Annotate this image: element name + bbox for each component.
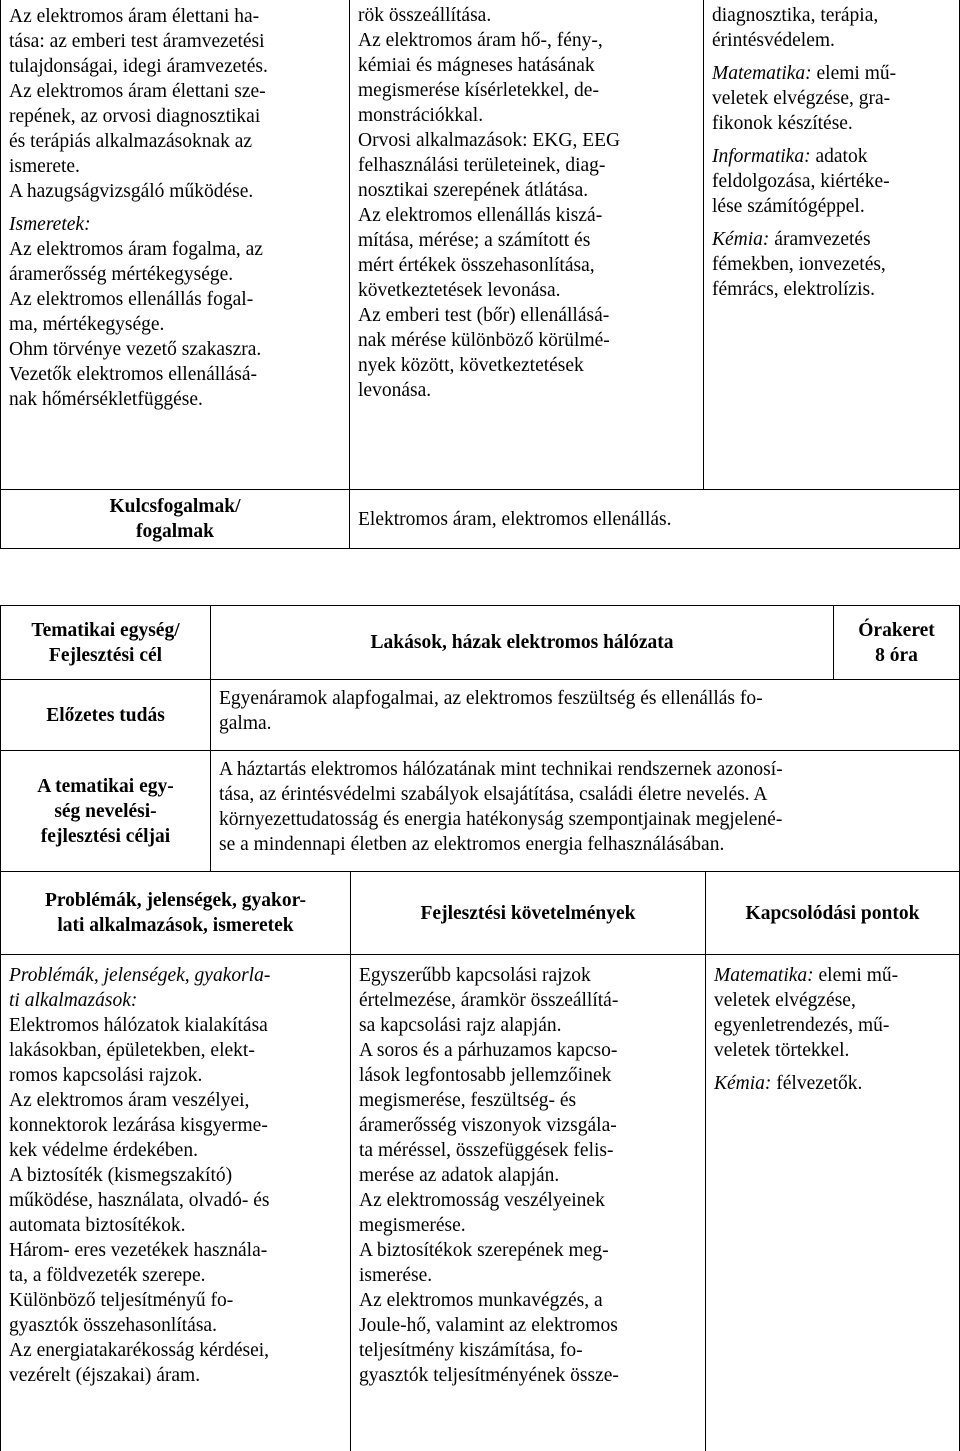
text-line: A háztartás elektromos hálózatának mint technikai rendszernek azonosí- xyxy=(219,757,951,782)
continuation-content-row xyxy=(1,0,960,490)
text-line: lése számítógéppel. xyxy=(712,194,953,219)
orakeret-cell xyxy=(834,606,960,680)
kovetelmenyek-header: Fejlesztési követelmények xyxy=(421,903,636,924)
text-line: A hazugságvizsgáló működése. xyxy=(9,179,341,204)
text-line: kémiai és mágneses hatásának xyxy=(358,53,695,78)
matematika-text: elemi mű- xyxy=(812,63,896,84)
kovetelmenyek-cell xyxy=(351,955,706,1451)
text-line: fikonok készítése. xyxy=(712,111,953,136)
problemak-header-line: Problémák, jelenségek, gyakor- xyxy=(1,888,350,913)
text-line: Joule-hő, valamint az elektromos xyxy=(359,1313,697,1338)
text-line: veletek törtekkel. xyxy=(714,1038,953,1063)
text-line: következtetések levonása. xyxy=(358,278,695,303)
matematika-label: Matematika: xyxy=(714,965,814,986)
text-line: rök összeállítása. xyxy=(358,3,695,28)
tematikai-label-cell xyxy=(1,606,211,680)
unit-title-cell xyxy=(211,606,834,680)
kulcsfogalmak-row xyxy=(1,490,960,549)
text-line: Az emberi test (bőr) ellenállásá- xyxy=(358,303,695,328)
kulcsfogalmak-label-cell xyxy=(1,490,350,549)
kapcsolodasi-header-cell xyxy=(706,872,960,955)
text-line: lakásokban, épületekben, elekt- xyxy=(9,1038,342,1063)
problemak-header-cell xyxy=(1,872,351,955)
kovetelmenyek-header-cell xyxy=(351,872,706,955)
matematika-label: Matematika: xyxy=(712,63,812,84)
text-line: Az elektromos áram fogalma, az xyxy=(9,237,341,262)
col1-lines-b xyxy=(9,237,341,412)
text-line: és terápiás alkalmazásoknak az xyxy=(9,129,341,154)
text-line: Az elektromos áram élettani sze- xyxy=(9,79,341,104)
text-line: értelmezése, áramkör összeállítá- xyxy=(359,988,697,1013)
text-line: tása: az emberi test áramvezetési xyxy=(9,29,341,54)
text-line: ismerése. xyxy=(359,1263,697,1288)
continuation-col1 xyxy=(1,0,350,490)
unit-title: Lakások, házak elektromos hálózata xyxy=(371,632,674,653)
continuation-col3 xyxy=(704,0,960,490)
text-line: monstrációkkal. xyxy=(358,103,695,128)
text-line: Az elektromos áram veszélyei, xyxy=(9,1088,342,1113)
informatika-text: adatok xyxy=(811,146,868,167)
text-line: Az elektromos áram élettani ha- xyxy=(9,4,341,29)
text-line: környezettudatosság és energia hatékonyság szempontjainak megjelené- xyxy=(219,807,951,832)
text-line: Problémák, jelenségek, gyakorla- xyxy=(9,963,342,988)
kemia-text: áramvezetés xyxy=(769,229,870,250)
text-line: áramerősség mértékegysége. xyxy=(9,262,341,287)
unit-header-row xyxy=(1,606,960,680)
text-line: A biztosíték (kismegszakító) xyxy=(9,1163,342,1188)
fejlesztesi-cel-label: Fejlesztési cél xyxy=(5,643,206,668)
matematika-text: elemi mű- xyxy=(814,965,898,986)
text-line: mítása, mérése; a számított és xyxy=(358,228,695,253)
col1-lines-a xyxy=(9,4,341,204)
text-line: se a mindennapi életben az elektromos energia felhasználásában. xyxy=(219,832,951,857)
celok-label-line: A tematikai egy- xyxy=(1,774,210,799)
kapcsolodasi-header: Kapcsolódási pontok xyxy=(746,903,920,924)
text-line: A biztosítékok szerepének meg- xyxy=(359,1238,697,1263)
elozetes-label: Előzetes tudás xyxy=(46,705,165,726)
text-line: levonása. xyxy=(358,378,695,403)
matematika-line xyxy=(712,61,953,86)
text-line: működése, használata, olvadó- és xyxy=(9,1188,342,1213)
text-line: Az elektromos áram hő-, fény-, xyxy=(358,28,695,53)
text-line: konnektorok lezárása kisgyerme- xyxy=(9,1113,342,1138)
text-line: feldolgozása, kiértéke- xyxy=(712,169,953,194)
problemak-header-line: lati alkalmazások, ismeretek xyxy=(1,913,350,938)
text-line: gyasztók teljesítményének össze- xyxy=(359,1363,697,1388)
celok-value-cell xyxy=(211,751,960,872)
continuation-col2 xyxy=(350,0,704,490)
text-line: Egyenáramok alapfogalmai, az elektromos feszültség és ellenállás fo- xyxy=(219,686,951,711)
text-line: kek védelme érdekében. xyxy=(9,1138,342,1163)
elozetes-label-cell xyxy=(1,680,211,751)
text-line: Az elektromos munkavégzés, a xyxy=(359,1288,697,1313)
text-line: vezérelt (éjszakai) áram. xyxy=(9,1363,342,1388)
unit-table xyxy=(0,605,960,1451)
text-line: teljesítmény kiszámítása, fo- xyxy=(359,1338,697,1363)
matematika-line xyxy=(714,963,953,988)
text-line: megismerése kísérletekkel, de- xyxy=(358,78,695,103)
text-line: felhasználási területeinek, diag- xyxy=(358,153,695,178)
text-line: ta méréssel, összefüggések felis- xyxy=(359,1138,697,1163)
kulcsfogalmak-label: Kulcsfogalmak/ xyxy=(5,494,345,519)
continuation-table xyxy=(0,0,960,549)
text-line: nosztikai szerepének átlátása. xyxy=(358,178,695,203)
text-line: tulajdonságai, idegi áramvezetés. xyxy=(9,54,341,79)
ismeretek-label: Ismeretek: xyxy=(9,212,341,237)
text-line: megismerése, feszültség- és xyxy=(359,1088,697,1113)
text-line: fémrács, elektrolízis. xyxy=(712,277,953,302)
text-line: Elektromos hálózatok kialakítása xyxy=(9,1013,342,1038)
text-line: nak mérése különböző körülmé- xyxy=(358,328,695,353)
text-line: veletek elvégzése, xyxy=(714,988,953,1013)
kapcsolodasi-cell xyxy=(706,955,960,1451)
text-line: Vezetők elektromos ellenállásá- xyxy=(9,362,341,387)
kulcsfogalmak-value-cell xyxy=(350,490,960,549)
kulcsfogalmak-value: Elektromos áram, elektromos ellenállás. xyxy=(358,509,672,530)
text-line: ti alkalmazások: xyxy=(9,988,342,1013)
unit-content-row xyxy=(1,955,960,1451)
kemia-line xyxy=(712,227,953,252)
text-line: Az elektromosság veszélyeinek xyxy=(359,1188,697,1213)
text-line: érintésvédelem. xyxy=(712,28,953,53)
text-line: ma, mértékegysége. xyxy=(9,312,341,337)
text-line: Egyszerűbb kapcsolási rajzok xyxy=(359,963,697,988)
orakeret-label: Órakeret xyxy=(834,618,959,643)
text-line: nak hőmérsékletfüggése. xyxy=(9,387,341,412)
column-header-row xyxy=(1,872,960,955)
celok-row xyxy=(1,751,960,872)
text-line: ta, a földvezeték szerepe. xyxy=(9,1263,342,1288)
text-line: romos kapcsolási rajzok. xyxy=(9,1063,342,1088)
text-line: A soros és a párhuzamos kapcso- xyxy=(359,1038,697,1063)
kemia-text: félvezetők. xyxy=(771,1073,862,1094)
text-line: Orvosi alkalmazások: EKG, EEG xyxy=(358,128,695,153)
text-line: galma. xyxy=(219,711,951,736)
text-line: automata biztosítékok. xyxy=(9,1213,342,1238)
text-line: merése az adatok alapján. xyxy=(359,1163,697,1188)
text-line: egyenletrendezés, mű- xyxy=(714,1013,953,1038)
text-line: sa kapcsolási rajz alapján. xyxy=(359,1013,697,1038)
text-line: diagnosztika, terápia, xyxy=(712,3,953,28)
text-line: Három- eres vezetékek használa- xyxy=(9,1238,342,1263)
text-line: Ohm törvénye vezető szakaszra. xyxy=(9,337,341,362)
elozetes-value-cell xyxy=(211,680,960,751)
informatika-line xyxy=(712,144,953,169)
text-line: megismerése. xyxy=(359,1213,697,1238)
text-line: áramerősség viszonyok vizsgála- xyxy=(359,1113,697,1138)
elozetes-row xyxy=(1,680,960,751)
text-line: mért értékek összehasonlítása, xyxy=(358,253,695,278)
text-line: fémekben, ionvezetés, xyxy=(712,252,953,277)
kemia-label: Kémia: xyxy=(714,1073,771,1094)
orakeret-value: 8 óra xyxy=(834,643,959,668)
text-line: Az elektromos ellenállás fogal- xyxy=(9,287,341,312)
text-line: lások legfontosabb jellemzőinek xyxy=(359,1063,697,1088)
celok-label-line: ség nevelési- xyxy=(1,799,210,824)
kemia-line xyxy=(714,1071,953,1096)
informatika-label: Informatika: xyxy=(712,146,811,167)
fogalmak-label: fogalmak xyxy=(5,519,345,544)
text-line: tása, az érintésvédelmi szabályok elsajátítása, családi életre nevelés. A xyxy=(219,782,951,807)
text-line: ismerete. xyxy=(9,154,341,179)
text-line: nyek között, következtetések xyxy=(358,353,695,378)
celok-label-cell xyxy=(1,751,211,872)
kemia-label: Kémia: xyxy=(712,229,769,250)
text-line: veletek elvégzése, gra- xyxy=(712,86,953,111)
text-line: Az elektromos ellenállás kiszá- xyxy=(358,203,695,228)
text-line: Az energiatakarékosság kérdései, xyxy=(9,1338,342,1363)
text-line: gyasztók összehasonlítása. xyxy=(9,1313,342,1338)
problemak-cell xyxy=(1,955,351,1451)
text-line: Különböző teljesítményű fo- xyxy=(9,1288,342,1313)
text-line: repének, az orvosi diagnosztikai xyxy=(9,104,341,129)
tematikai-label: Tematikai egység/ xyxy=(5,618,206,643)
celok-label-line: fejlesztési céljai xyxy=(1,824,210,849)
